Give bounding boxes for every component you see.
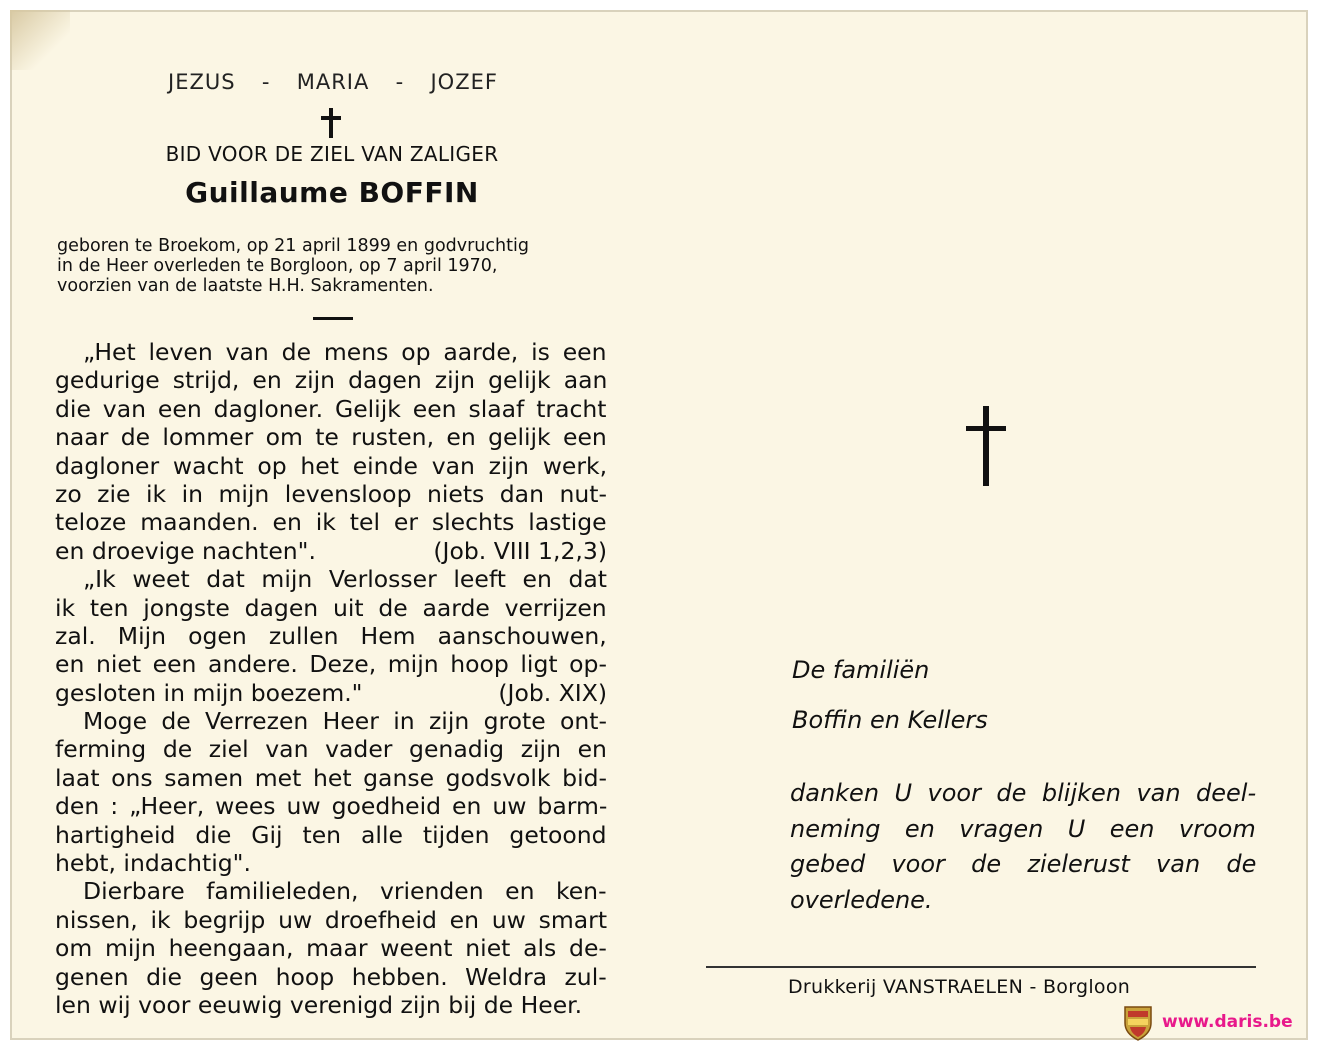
text-line	[55, 934, 607, 962]
header-word-jezus: JEZUS	[168, 70, 236, 94]
scripture-text	[55, 338, 607, 1019]
text-line-main: zal. Mijn ogen zullen Hem aanschouwen,	[55, 621, 607, 650]
thanks-line: overledene.	[790, 885, 933, 914]
paper-stain	[10, 10, 70, 70]
text-line	[55, 792, 607, 820]
text-line	[55, 849, 607, 877]
text-line	[55, 537, 607, 565]
text-line-main: genen die geen hoop hebben. Weldra zul-	[55, 962, 607, 991]
text-line-main: hartigheid die Gij ten alle tijden getoond	[55, 820, 607, 849]
text-line	[55, 963, 607, 991]
short-divider	[313, 317, 353, 320]
header-dash-1: -	[261, 70, 271, 94]
thanks-text	[790, 776, 1256, 918]
printer-divider	[706, 966, 1256, 968]
text-line-main: ik ten jongste dagen uit de aarde verrijzen	[55, 593, 607, 622]
text-line	[55, 906, 607, 934]
text-line	[55, 991, 607, 1019]
text-line	[55, 423, 607, 451]
text-line-main: „Het leven van de mens op aarde, is een	[83, 338, 607, 366]
thanks-line: danken U voor de blijken van deel-	[790, 779, 1257, 807]
printer-credit: Drukkerij VANSTRAELEN - Borgloon	[788, 976, 1131, 998]
text-line	[55, 821, 607, 849]
text-line-main: „Ik weet dat mijn Verlosser leeft en dat	[83, 565, 608, 594]
text-line-main: en niet een andere. Deze, mijn hoop ligt op-	[55, 650, 607, 679]
text-line	[55, 679, 607, 707]
prayer-line: BID VOOR DE ZIEL VAN ZALIGER	[165, 142, 499, 166]
website-link[interactable]: www.daris.be	[1162, 1012, 1293, 1032]
text-line-main: laat ons samen met het ganse godsvolk bid-	[55, 763, 608, 792]
text-line	[55, 508, 607, 536]
scripture-reference: (Job. XIX)	[498, 678, 607, 707]
family-line-2: Boffin en Kellers	[792, 706, 988, 734]
large-cross-icon	[966, 406, 1006, 486]
text-line	[55, 764, 607, 792]
text-line-main: den : „Heer, wees uw goedheid en uw barm-	[55, 792, 608, 821]
header-word-maria: MARIA	[296, 70, 370, 94]
text-line	[55, 594, 607, 622]
dates-line: voorzien van de laatste H.H. Sakramenten.	[57, 276, 434, 296]
text-line	[55, 480, 607, 508]
text-line	[55, 650, 607, 678]
header-dash-2: -	[395, 70, 405, 94]
text-line	[55, 565, 607, 593]
family-line-1: De familiën	[792, 656, 930, 684]
birth-death-details	[57, 236, 607, 296]
text-line-main: die van een dagloner. Gelijk een slaaf tracht	[55, 394, 607, 423]
holy-family-header	[168, 70, 498, 94]
text-line	[55, 395, 607, 423]
text-line-main: zo zie ik in mijn levensloop niets dan nut-	[55, 479, 607, 508]
text-line-main: Dierbare familieleden, vrienden en ken-	[83, 877, 607, 906]
text-line-main: ferming de ziel van vader genadig zijn en	[55, 735, 607, 764]
text-line-main: gesloten in mijn boezem."	[55, 678, 363, 707]
text-line	[55, 877, 607, 905]
text-line-main: naar de lommer om te rusten, en gelijk een	[55, 423, 607, 452]
text-line-main: Moge de Verrezen Heer in zijn grote ont-	[83, 707, 607, 736]
text-line	[55, 452, 607, 480]
thanks-line: neming en vragen U een vroom	[790, 814, 1256, 843]
deceased-name: Guillaume BOFFIN	[185, 176, 479, 209]
shield-logo-icon	[1122, 1005, 1154, 1041]
text-line-main: nissen, ik begrijp uw droefheid en uw smart	[55, 905, 608, 934]
text-line	[55, 338, 607, 366]
thanks-line: gebed voor de zielerust van de	[790, 850, 1257, 878]
text-line	[55, 622, 607, 650]
text-line-main: gedurige strijd, en zijn dagen zijn gelijk aan	[55, 366, 608, 395]
text-line-main: len wij voor eeuwig verenigd zijn bij de Heer.	[55, 990, 583, 1019]
text-line-main: dagloner wacht op het einde van zijn werk,	[55, 451, 608, 480]
small-cross-icon	[320, 108, 342, 138]
text-line	[55, 735, 607, 763]
text-line-main: om mijn heengaan, maar weent niet als de-	[55, 934, 607, 963]
scripture-reference: (Job. VIII 1,2,3)	[433, 536, 607, 565]
text-line	[55, 707, 607, 735]
text-line	[55, 366, 607, 394]
header-word-jozef: JOZEF	[430, 70, 498, 94]
text-line-main: hebt, indachtig".	[55, 849, 251, 878]
dates-line: in de Heer overleden te Borgloon, op 7 april 1970,	[57, 256, 498, 276]
text-line-main: en droevige nachten".	[55, 536, 316, 565]
dates-line: geboren te Broekom, op 21 april 1899 en godvruchtig	[57, 236, 529, 256]
text-line-main: teloze maanden. en ik tel er slechts lastige	[55, 508, 607, 537]
